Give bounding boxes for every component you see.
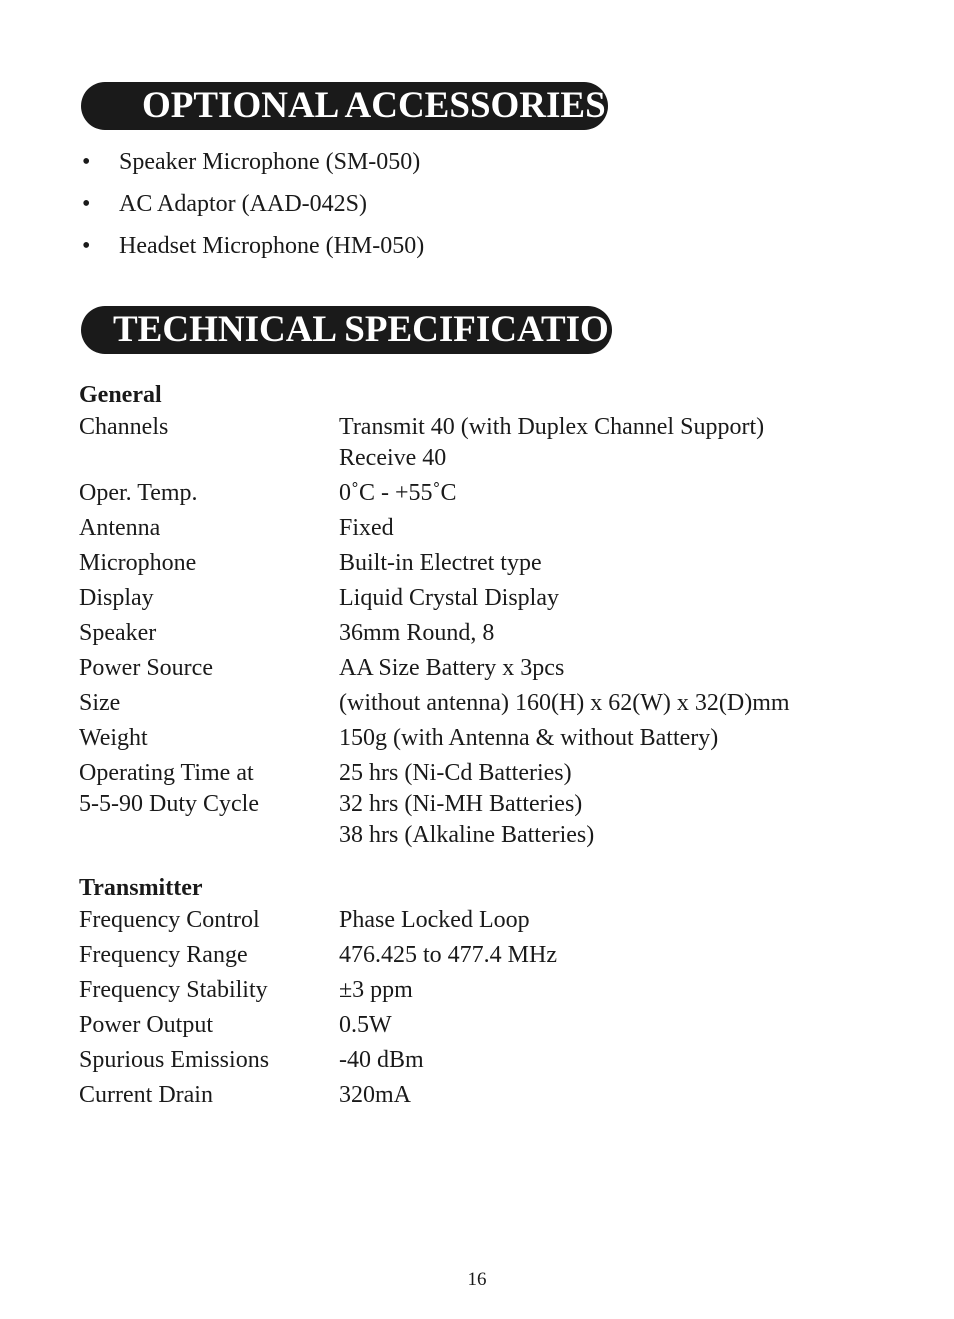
spec-value-line: Liquid Crystal Display [339,585,559,611]
spec-label [79,478,339,513]
spec-label-line: Operating Time at [79,760,254,786]
spec-value-line: 25 hrs (Ni-Cd Batteries) [339,760,572,786]
spec-label [79,975,339,1010]
spec-label-line: Frequency Range [79,942,248,968]
spec-label-line: Size [79,690,121,716]
spec-label [79,583,339,618]
spec-label [79,1010,339,1045]
spec-label-line: Frequency Control [79,907,260,933]
spec-value [339,478,879,513]
spec-value-line: 0.5W [339,1012,392,1038]
spec-label-line: Power Source [79,655,213,681]
spec-table [79,378,879,1115]
spec-label [79,758,339,855]
spec-row [79,905,879,940]
spec-value-line: Transmit 40 (with Duplex Channel Support) [339,414,765,440]
spec-value [339,1045,879,1080]
spec-label [79,940,339,975]
spec-value [339,758,879,855]
list-item [80,186,424,228]
spec-row [79,1010,879,1045]
spec-row [79,758,879,855]
spec-row [79,940,879,975]
spec-row [79,618,879,653]
spec-value-line: 320mA [339,1082,411,1108]
spec-value [339,1080,879,1115]
spec-value-line: 36mm Round, 8 [339,620,495,646]
spec-row [79,1080,879,1115]
bullet-icon: • [82,149,91,175]
spec-value [339,940,879,975]
spec-value [339,1010,879,1045]
spec-value [339,548,879,583]
spec-label-line: Microphone [79,550,197,576]
spec-value-line: (without antenna) 160(H) x 62(W) x 32(D)mm [339,690,790,716]
spec-label [79,688,339,723]
spec-label [79,1080,339,1115]
bullet-icon: • [82,191,91,217]
group-heading-general: General [79,382,162,408]
spec-value [339,618,879,653]
spec-label-line: Speaker [79,620,157,646]
spec-label-line: Channels [79,414,169,440]
list-item [80,144,424,186]
spec-value-line: 150g (with Antenna & without Battery) [339,725,719,751]
spec-row [79,478,879,513]
spec-label-line: 5-5-90 Duty Cycle [79,791,259,817]
spec-row [79,583,879,618]
accessory-label: Headset Microphone (HM-050) [119,233,425,259]
accessory-label: AC Adaptor (AAD-042S) [119,191,367,217]
spec-value-line: AA Size Battery x 3pcs [339,655,565,681]
spec-value-line: 38 hrs (Alkaline Batteries) [339,822,595,848]
spec-row [79,653,879,688]
spec-label-line: Frequency Stability [79,977,268,1003]
spec-value [339,412,879,478]
technical-specifications-heading: TECHNICAL SPECIFICATIONS [81,306,612,354]
spec-row [79,412,879,478]
spec-label-line: Power Output [79,1012,213,1038]
spec-value [339,583,879,618]
transmitter-spec-rows [79,905,879,1115]
spec-row [79,723,879,758]
spec-value-line: Built-in Electret type [339,550,542,576]
spec-value [339,723,879,758]
spec-label [79,548,339,583]
page-number: 16 [467,1269,487,1290]
spec-value-line: 32 hrs (Ni-MH Batteries) [339,791,583,817]
spec-value-line: Fixed [339,515,394,541]
spec-row [79,548,879,583]
spec-value [339,513,879,548]
accessory-label: Speaker Microphone (SM-050) [119,149,421,175]
spec-label-line: Spurious Emissions [79,1047,270,1073]
spec-value [339,653,879,688]
optional-accessories-heading: OPTIONAL ACCESSORIES [81,82,608,130]
spec-value [339,905,879,940]
accessories-list [80,144,424,270]
spec-label-line: Display [79,585,154,611]
spec-label-line: Antenna [79,515,161,541]
spec-label [79,905,339,940]
spec-label [79,513,339,548]
spec-value [339,975,879,1010]
spec-label [79,412,339,478]
spec-value-line: Phase Locked Loop [339,907,530,933]
spec-label-line: Oper. Temp. [79,480,198,506]
spec-row [79,688,879,723]
spec-label-line: Weight [79,725,148,751]
spec-label-line: Current Drain [79,1082,213,1108]
list-item [80,228,424,270]
spec-row [79,1045,879,1080]
spec-value-line: 0˚C - +55˚C [339,480,457,506]
group-heading-transmitter: Transmitter [79,875,203,901]
spec-value-line: -40 dBm [339,1047,424,1073]
spec-value-line: ±3 ppm [339,977,413,1003]
bullet-icon: • [82,233,91,259]
spec-label [79,618,339,653]
spec-label [79,653,339,688]
spec-value-line: 476.425 to 477.4 MHz [339,942,557,968]
spec-row [79,975,879,1010]
spec-value-line: Receive 40 [339,445,447,471]
general-spec-rows [79,412,879,855]
spec-label [79,723,339,758]
spec-label [79,1045,339,1080]
spec-row [79,513,879,548]
spec-value [339,688,879,723]
